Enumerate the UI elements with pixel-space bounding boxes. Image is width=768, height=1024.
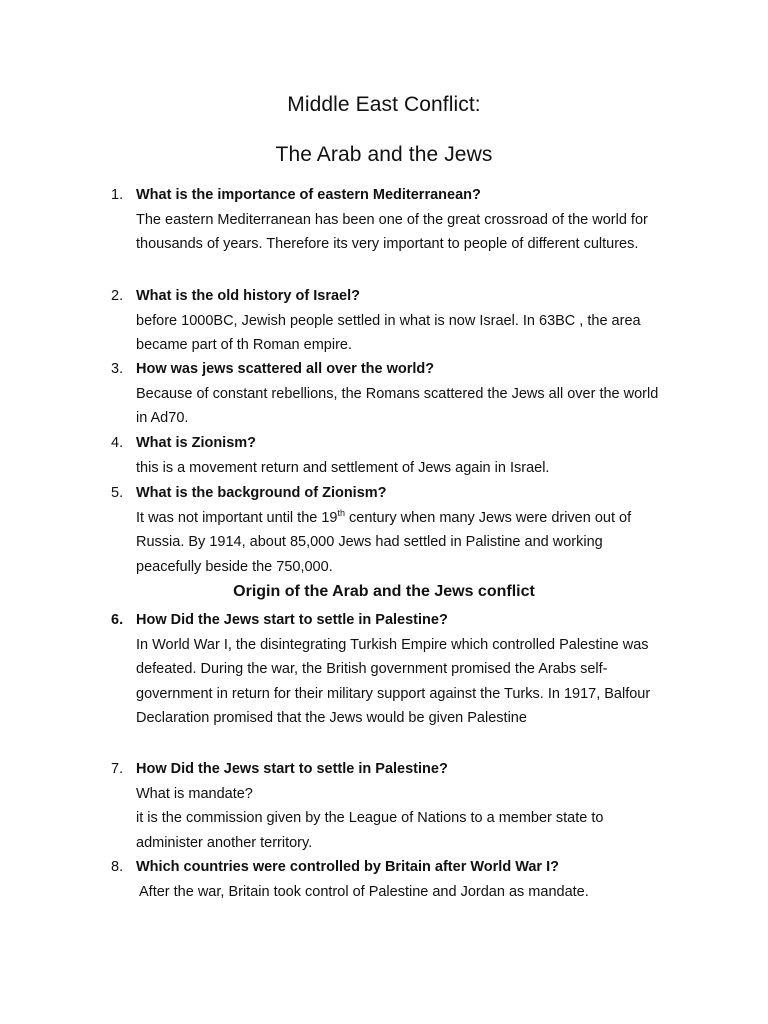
item-number: 1. [111,187,124,203]
item-answer: before 1000BC, Jewish people settled in what is now Israel. In 63BC , the area became part of th Roman empire. [136,312,641,353]
item-content [136,183,666,257]
item-number: 4. [111,435,124,451]
document-title-line-1: Middle East Conflict: [287,93,481,116]
item-content [136,855,666,904]
item-sub-question: What is mandate? [136,785,253,802]
item-question: What is the importance of eastern Mediterranean? [136,187,481,203]
item-question: What is the background of Zionism? [136,485,387,501]
item-question: Which countries were controlled by Britain after World War I? [136,859,559,875]
item-number: 8. [111,859,124,875]
item-answer: After the war, Britain took control of Palestine and Jordan as mandate. [139,883,589,900]
item-answer: Because of constant rebellions, the Romans scattered the Jews all over the world in Ad70. [136,385,659,426]
item-number: 6. [111,612,124,628]
item-question: What is the old history of Israel? [136,288,360,304]
item-content [136,757,666,855]
item-question: How Did the Jews start to settle in Palestine? [136,612,448,628]
item-number: 5. [111,485,124,501]
item-answer: In World War I, the disintegrating Turkish Empire which controlled Palestine was defeated. During the war, the British government promised the Arabs self-government in return for their military support against the Turks. In 1917, Balfour Declaration promised that the Jews would be given Palestine [136,636,651,726]
item-content [136,608,666,731]
ordinal-suffix: th [337,507,346,518]
item-question: How was jews scattered all over the world? [136,361,435,377]
answer-text: century when many Jews were driven out of Russia. By 1914, about 85,000 Jews had settled in Palistine and working peacefully beside the 750,000. [136,509,632,575]
item-answer: The eastern Mediterranean has been one of the great crossroad of the world for thousands of years. Therefore its very important to people of different cultures. [136,211,648,252]
item-answer: it is the commission given by the League of Nations to a member state to administer another territory. [136,810,604,851]
answer-text: It was not important until the 19 [136,509,338,526]
item-number: 7. [111,761,124,777]
item-answer [136,506,666,580]
item-content [136,431,666,480]
item-answer: this is a movement return and settlement of Jews again in Israel. [136,459,550,476]
item-number: 3. [111,361,124,377]
item-question: How Did the Jews start to settle in Palestine? [136,761,448,777]
item-content [136,481,666,579]
item-content [136,284,666,358]
document-title-line-2: The Arab and the Jews [275,143,493,166]
item-content [136,357,666,431]
section-heading: Origin of the Arab and the Jews conflict [233,583,535,600]
item-question: What is Zionism? [136,435,257,451]
item-number: 2. [111,288,124,304]
